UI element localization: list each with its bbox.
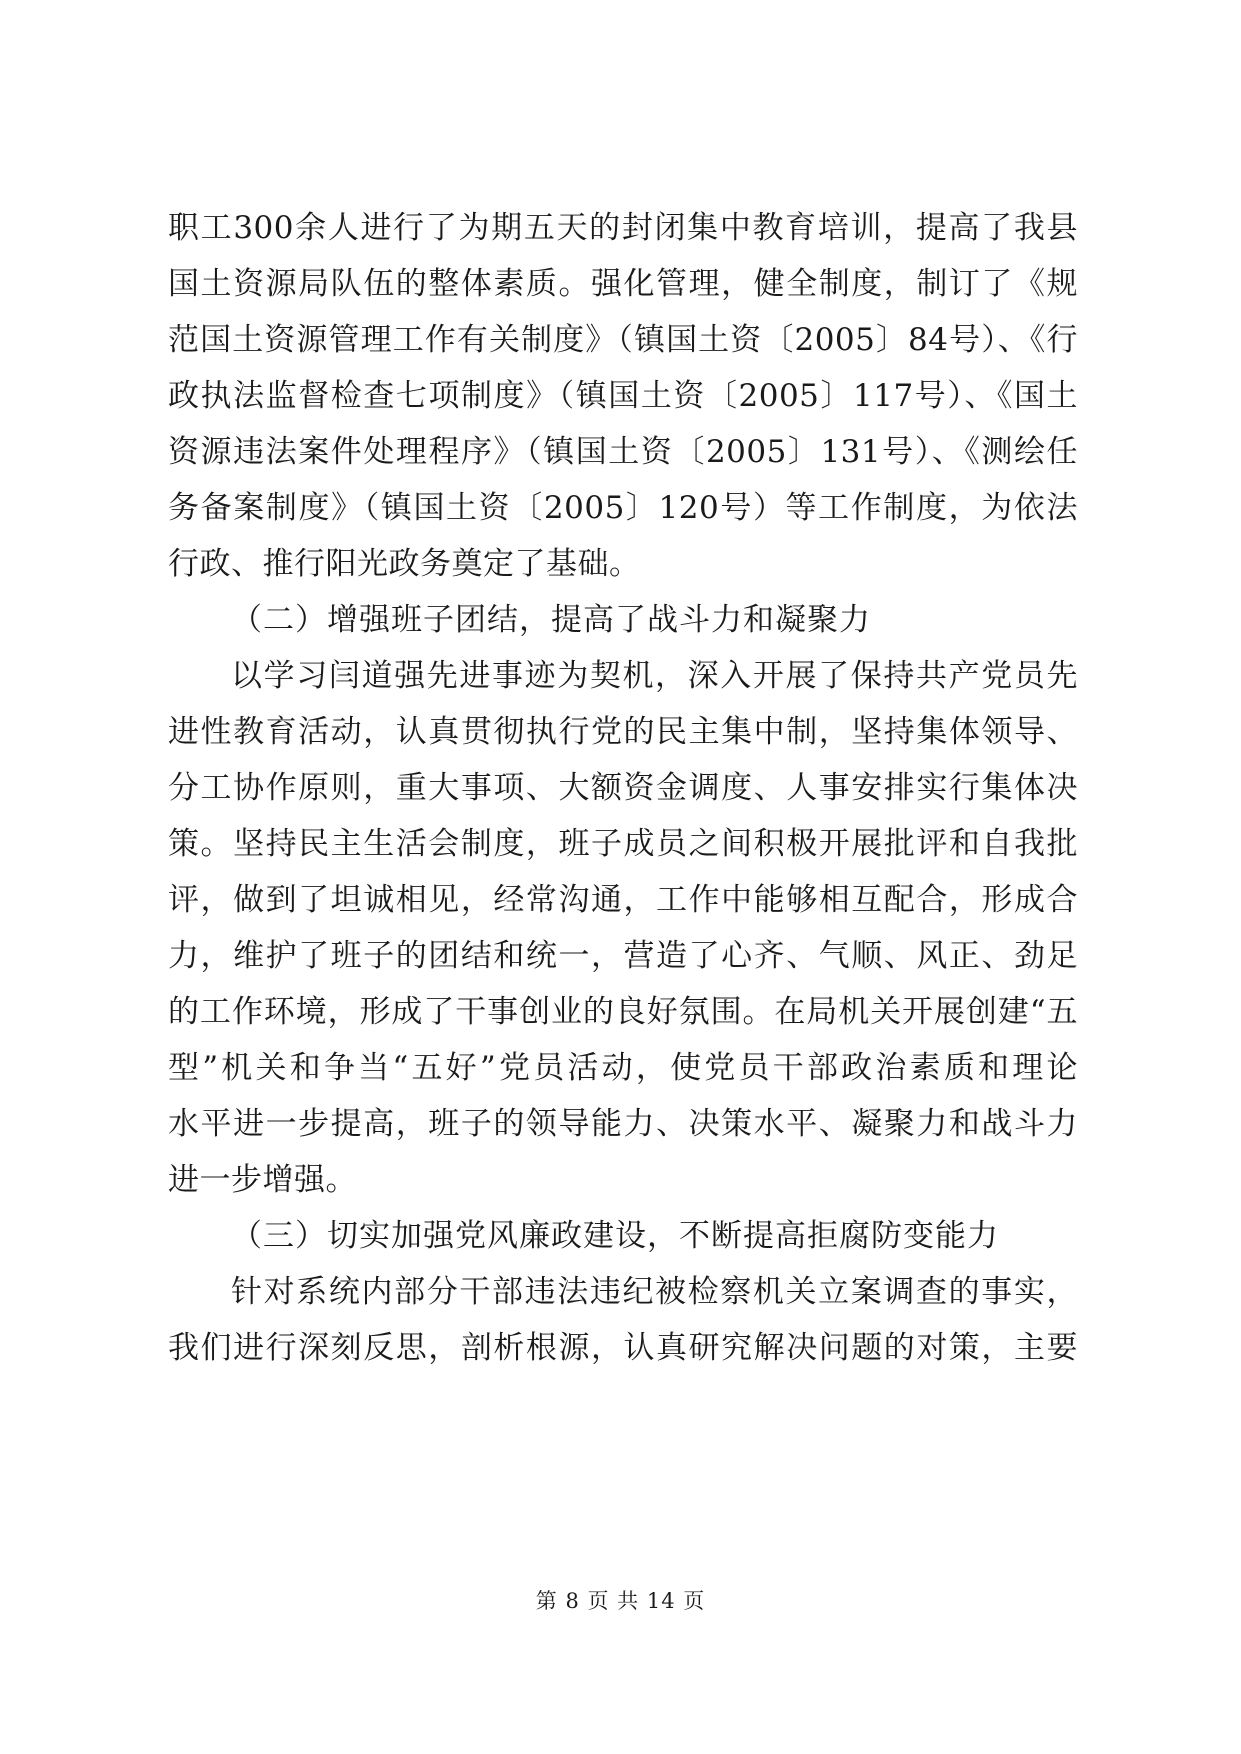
paragraph2-line-1: 以学习闫道强先进事迹为契机，深入开展了保持共产党员先 bbox=[231, 658, 1078, 694]
paragraph1-line-4: 政执法监督检查七项制度》（镇国土资〔2005〕117号）、《国土 bbox=[168, 378, 1078, 414]
paragraph2-line-9: 水平进一步提高，班子的领导能力、决策水平、凝聚力和战斗力 bbox=[168, 1106, 1078, 1142]
paragraph2-line-6: 力，维护了班子的团结和统一，营造了心齐、气顺、风正、劲足 bbox=[168, 938, 1078, 974]
paragraph1-line-3: 范国土资源管理工作有关制度》（镇国土资〔2005〕84号）、《行 bbox=[168, 322, 1078, 358]
paragraph2-line-10: 进一步增强。 bbox=[168, 1162, 357, 1198]
paragraph2-line-5: 评，做到了坦诚相见，经常沟通，工作中能够相互配合，形成合 bbox=[168, 882, 1078, 918]
paragraph2-line-7: 的工作环境，形成了干事创业的良好氛围。在局机关开展创建“五 bbox=[168, 994, 1078, 1030]
paragraph3-line-1: 针对系统内部分干部违法违纪被检察机关立案调查的事实， bbox=[231, 1274, 1078, 1310]
paragraph2-line-4: 策。坚持民主生活会制度，班子成员之间积极开展批评和自我批 bbox=[168, 826, 1078, 862]
section-heading-2: （二）增强班子团结，提高了战斗力和凝聚力 bbox=[231, 602, 871, 638]
paragraph1-line-1: 职工300余人进行了为期五天的封闭集中教育培训，提高了我县 bbox=[168, 210, 1078, 246]
paragraph1-line-6: 务备案制度》（镇国土资〔2005〕120号）等工作制度，为依法 bbox=[168, 490, 1078, 526]
paragraph2-line-8: 型”机关和争当“五好”党员活动，使党员干部政治素质和理论 bbox=[168, 1050, 1078, 1086]
section-heading-3: （三）切实加强党风廉政建设，不断提高拒腐防变能力 bbox=[231, 1218, 999, 1254]
paragraph1-line-2: 国土资源局队伍的整体素质。强化管理，健全制度，制订了《规 bbox=[168, 266, 1078, 302]
paragraph2-line-3: 分工协作原则，重大事项、大额资金调度、人事安排实行集体决 bbox=[168, 770, 1078, 806]
paragraph2-line-2: 进性教育活动，认真贯彻执行党的民主集中制，坚持集体领导、 bbox=[168, 714, 1078, 750]
paragraph3-line-2: 我们进行深刻反思，剖析根源，认真研究解决问题的对策，主要 bbox=[168, 1330, 1078, 1366]
paragraph1-line-7: 行政、推行阳光政务奠定了基础。 bbox=[168, 546, 641, 582]
page-number-footer: 第 8 页 共 14 页 bbox=[535, 1589, 706, 1613]
paragraph1-line-5: 资源违法案件处理程序》（镇国土资〔2005〕131号）、《测绘任 bbox=[168, 434, 1078, 470]
